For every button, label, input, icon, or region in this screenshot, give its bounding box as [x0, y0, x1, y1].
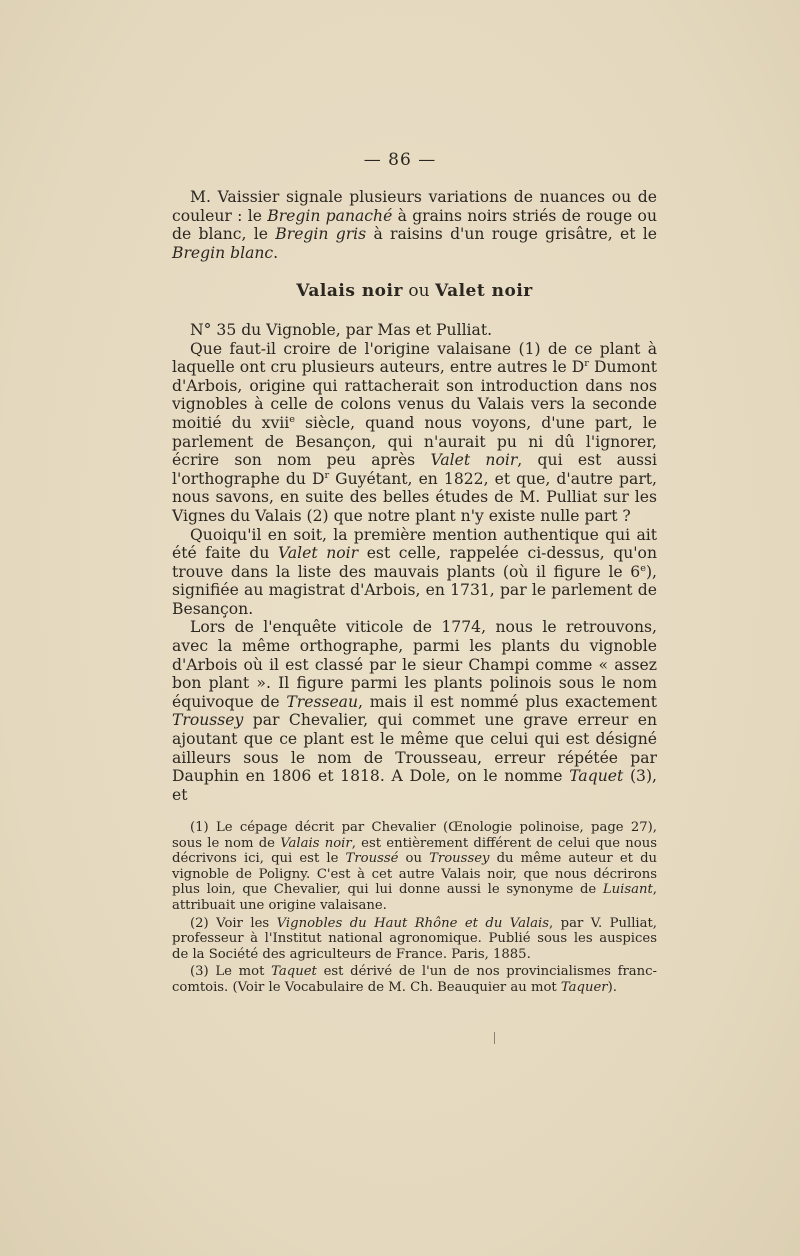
text: du même auteur et du vignoble de Poligny. C'est à cet autre Valais noir, que nous décrirons plus loin, que Chevalier, qui lui donne aussi le synonyme de — [172, 851, 657, 898]
roman-numeral: xvii — [261, 413, 290, 432]
italic-term: Taquet — [569, 767, 624, 786]
footnote-1 — [172, 820, 657, 914]
text: , mais il est nommé plus exactement — [358, 692, 657, 711]
text: Quoiqu'il en soit, la première mention authentique qui ait été faite du — [172, 525, 657, 563]
text: (3), et — [172, 767, 657, 804]
italic-term: Troussey — [429, 851, 490, 867]
heading-part: Valais noir — [296, 281, 403, 302]
text: Lors de l'enquête viticole de 1774, nous le retrouvons, avec la même orthographe, parmi les plants du vignoble d'Arbois où il est classé par le sieur Champi comme « assez bon plant ». Il figure parmi les plants polinois sous le nom équivoque de — [172, 618, 657, 711]
text: , est entièrement différent de celui que nous décrivons ici, qui est le — [172, 835, 657, 867]
text: , par V. Pulliat, professeur à l'Institut national agronomique. Publié sous les auspices de la Société des agriculteurs de France. Paris, 1885. — [172, 915, 657, 962]
text: à grains noirs striés de rouge ou de blanc, le — [172, 206, 657, 244]
italic-term: Taquer — [560, 979, 608, 995]
paragraph-intro — [172, 188, 657, 262]
main-text — [172, 188, 657, 804]
text: (3) Le mot — [190, 964, 272, 980]
text: , qui est aussi l'orthographe du D — [172, 451, 657, 488]
italic-term: Bregin blanc — [172, 243, 274, 262]
text: ), signifiée au magistrat d'Arbois, en 1731, par le parlement de Besançon. — [172, 562, 657, 618]
page-number: — 86 — — [363, 150, 437, 170]
ink-speck — [494, 1032, 495, 1044]
text: ). — [607, 979, 617, 995]
paragraph-vignoble: N° 35 du Vignoble, par Mas et Pulliat. — [190, 320, 493, 339]
footnote-2 — [172, 916, 657, 963]
text: . — [273, 243, 279, 262]
section-heading — [172, 282, 657, 301]
text: est celle, rappelée ci-dessus, qu'on trouve dans la liste des mauvais plants (où il figure le 6 — [172, 544, 657, 581]
text: M. Vaissier signale plusieurs variations de nuances ou de couleur : le — [172, 188, 657, 225]
text: (1) Le cépage décrit par Chevalier (Œnologie polinoise, page 27), sous le nom de — [172, 820, 657, 851]
text: (2) Voir les — [190, 915, 277, 931]
text: par Chevalier, qui commet une grave erreur en ajoutant que ce plant est le même que celui qui est désigné ailleurs sous le nom de Trousseau, erreur répétée par Dauphin en 1806 et 1818. A Dole, on le nomme — [172, 711, 657, 786]
italic-term: Tresseau — [286, 692, 359, 711]
text: Dumont d'Arbois, origine qui rattacherait son introduction dans nos vignobles à celle de colons venus du Valais vers la seconde moitié du — [172, 358, 657, 432]
italic-term: Bregin gris — [275, 225, 367, 244]
paragraph-enquete — [172, 618, 657, 804]
paragraph-origin — [172, 340, 657, 526]
italic-term: Troussey — [172, 711, 244, 730]
superscript: e — [289, 413, 295, 425]
italic-term: Bregin panaché — [267, 206, 393, 225]
paragraph-mention — [172, 526, 657, 619]
text: , attribuait une origine valaisane. — [172, 882, 657, 913]
superscript: r — [584, 357, 589, 369]
superscript: r — [324, 469, 330, 481]
text: siècle, quand nous voyons, d'une part, le parlement de Besançon, qui n'aurait pu ni dû l'ignorer, écrire son nom peu après — [172, 413, 657, 470]
italic-term: Luisant — [602, 882, 653, 898]
italic-term: Valet noir — [278, 544, 359, 563]
footnotes — [172, 820, 657, 998]
italic-term: Taquet — [271, 964, 317, 980]
footnote-3 — [172, 964, 657, 995]
text: Que faut-il croire de l'origine valaisane (1) de ce plant à laquelle ont cru plusieurs auteurs, entre autres le D — [172, 339, 657, 377]
heading-part: Valet noir — [434, 281, 533, 302]
text: à raisins d'un rouge grisâtre, et le — [366, 225, 658, 244]
italic-term: Valet noir — [430, 451, 518, 470]
italic-term: Troussé — [345, 851, 399, 867]
text: ou — [398, 851, 430, 867]
superscript: e — [640, 562, 646, 574]
text: Guyétant, en 1822, et que, d'autre part, nous savons, en suite des belles études de M. Pulliat sur les Vignes du Valais (2) que notre plant n'y existe nulle part ? — [172, 469, 657, 525]
heading-conjunction: ou — [402, 281, 435, 302]
italic-term: Valais noir — [280, 835, 352, 851]
text: est dérivé de l'un de nos provincialismes franc-comtois. (Voir le Vocabulaire de M. Ch. Beauquier au mot — [172, 964, 657, 995]
italic-term: Vignobles du Haut Rhône et du Valais — [276, 915, 550, 931]
